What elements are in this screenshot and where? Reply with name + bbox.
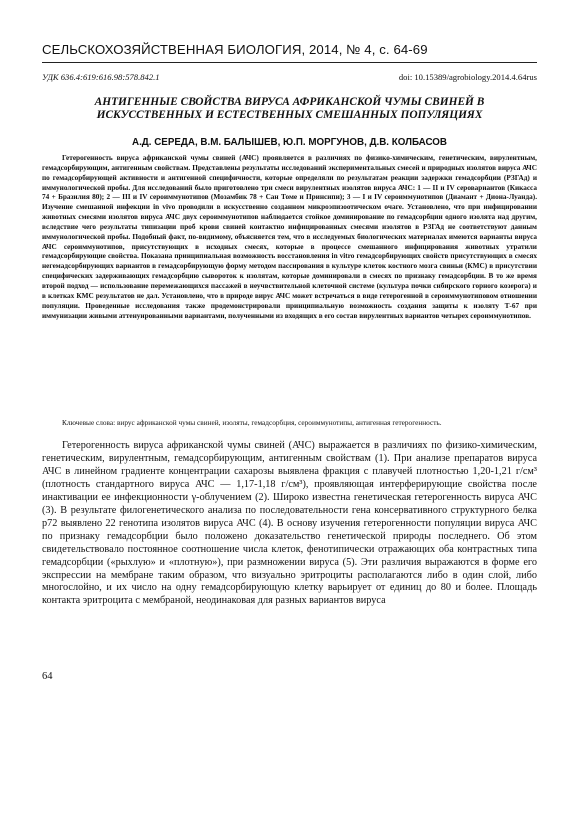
abstract: Гетерогенность вируса африканской чумы свиней (АЧС) проявляется в различиях по физико-химическим, генетическим, вирулентным, гемадсорбирующим, антигенным свойствам. Представлены результаты исследований экспериментальных смесей и природных изолятов вируса АЧС по гемадсорбирующей активности и антигенной специфичности, которые определяли по результатам реакции задержки гемадсорбции (РЗГАд) и иммунологической пробы. Для исследований было приготовлено три смеси вирулентных изолятов вируса АЧС: 1 — II и IV серовариантов (Кикасса 74 + Бразилия 80); 2 — III и IV сероиммунотипов (Мозамбик 78 + Сан Томе и Принсипи); 3 — I и IV сероиммунотипов (Диамант + Диона-Луанда). Изучение смешанной инфекции in vivo проводили в искусственно созданном микроэпизоотическом очаге. Установлено, что при инфицировании животных смесями изолятов вируса АЧС двух сероиммунотипов наблюдается стойкое доминирование по гемадсорбции одного изолята над другим, вследствие чего результаты типизации проб крови свиней контактно инфицированных смесями изолятов в РЗГАд не соответствуют данным иммунологической пробы. Подобный факт, по-видимому, объясняется тем, что в исследуемых биологических материалах имеются варианты вируса АЧС сероиммунотипов, присутствующих в исходных смесях, которые в процессе смешанного инфицирования животных утратили гемадсорбирующие свойства. Показана принципиальная возможность восстановления in vitro гемадсорбирующих свойств присутствующих в смесях негемадсорбирующих вариантов в гемадсорбирующую форму методом пассирования в культуре клеток костного мозга свиньи (КМС) в присутствии специфических задерживающих гемадсорбцию сывороток к изолятам, которые доминировали в смесях по признаку гемадсорбции. В то же время второй подход — использование перемежающихся пассажей в неучвствительной клеточной системе (культура почки сибирского горного козерога) и в клетках КМС результатов не дал. Установлено, что в природе вирус АЧС может встречаться в виде гетерогенной в сероиммунотиповом отношении популяции. Проведенные исследования также продемонстрировали принципиальную возможность создания защиты к изоляту Т-67 при иммунизации живыми аттенуированными вариантами, полученными из входящих в его состав вирулентных вариантов четырех сероиммунотипов. (42, 154, 537, 320)
author-list: А.Д. СЕРЕДА, В.М. БАЛЫШЕВ, Ю.П. МОРГУНОВ, Д.В. КОЛБАСОВ (132, 137, 447, 148)
page-number: 64 (42, 671, 53, 682)
udk-code: УДК 636.4:619:616.98:578.842.1 (42, 72, 160, 82)
body-text: Гетерогенность вируса африканской чумы свиней (АЧС) выражается в различиях по физико-химическим, генетическим, вирулентным, гемадсорбирующим, антигенным свойствам (1). При анализе препаратов вируса АЧС в линейном градиенте концентрации сахарозы выявлена фракция с плавучей плотностью 1,20-1,21 г/см³ (плотность стандартного вируса АЧС — 1,17-1,18 г/см³), проявляющая интерферирующие свойства после инактивации ее инфекционности γ-облучением (2). Широко известна генетическая гетерогенность вируса АЧС (3). В результате филогенетического анализа по последовательности гена консервативного структурного белка р72 выявлено 22 генотипа изолятов вируса АЧС (4). В основу изучения гетерогенности популяции вируса АЧС по признаку гемадсорбции было положено доказательство генетической природы последнего. Об этом свидетельствовало постоянное соотношение числа клеток, фенотипически отражающих оба контрастных типа гемадсорбции («рыхлую» и «плотную»), при размножении вируса (5). Эти различия выражаются в форме его экспрессии на мембране таким образом, что визуально эритроциты располагаются либо в один слой, либо многослойно, и их число на одну гемадсорбирующую клетку варьирует от единиц до 80 и более. Площадь контакта эритроцита с мембраной, неодинаковая для разных вариантов вируса (42, 440, 537, 607)
doi-label: doi: 10.15389/agrobiology.2014.4.64rus (398, 72, 537, 82)
keywords: Ключевые слова: вирус африканской чумы свиней, изоляты, гемадсорбция, сероиммунотипы, антигенная гетерогенность. (62, 418, 442, 427)
header-rule (42, 62, 537, 63)
journal-header: СЕЛЬСКОХОЗЯЙСТВЕННАЯ БИОЛОГИЯ, 2014, № 4, с. 64-69 (42, 42, 428, 57)
article-title: АНТИГЕННЫЕ СВОЙСТВА ВИРУСА АФРИКАНСКОЙ ЧУМЫ СВИНЕЙ В ИСКУССТВЕННЫХ И ЕСТЕСТВЕННЫХ СМЕШАННЫХ ПОПУЛЯЦИЯХ (94, 96, 485, 121)
